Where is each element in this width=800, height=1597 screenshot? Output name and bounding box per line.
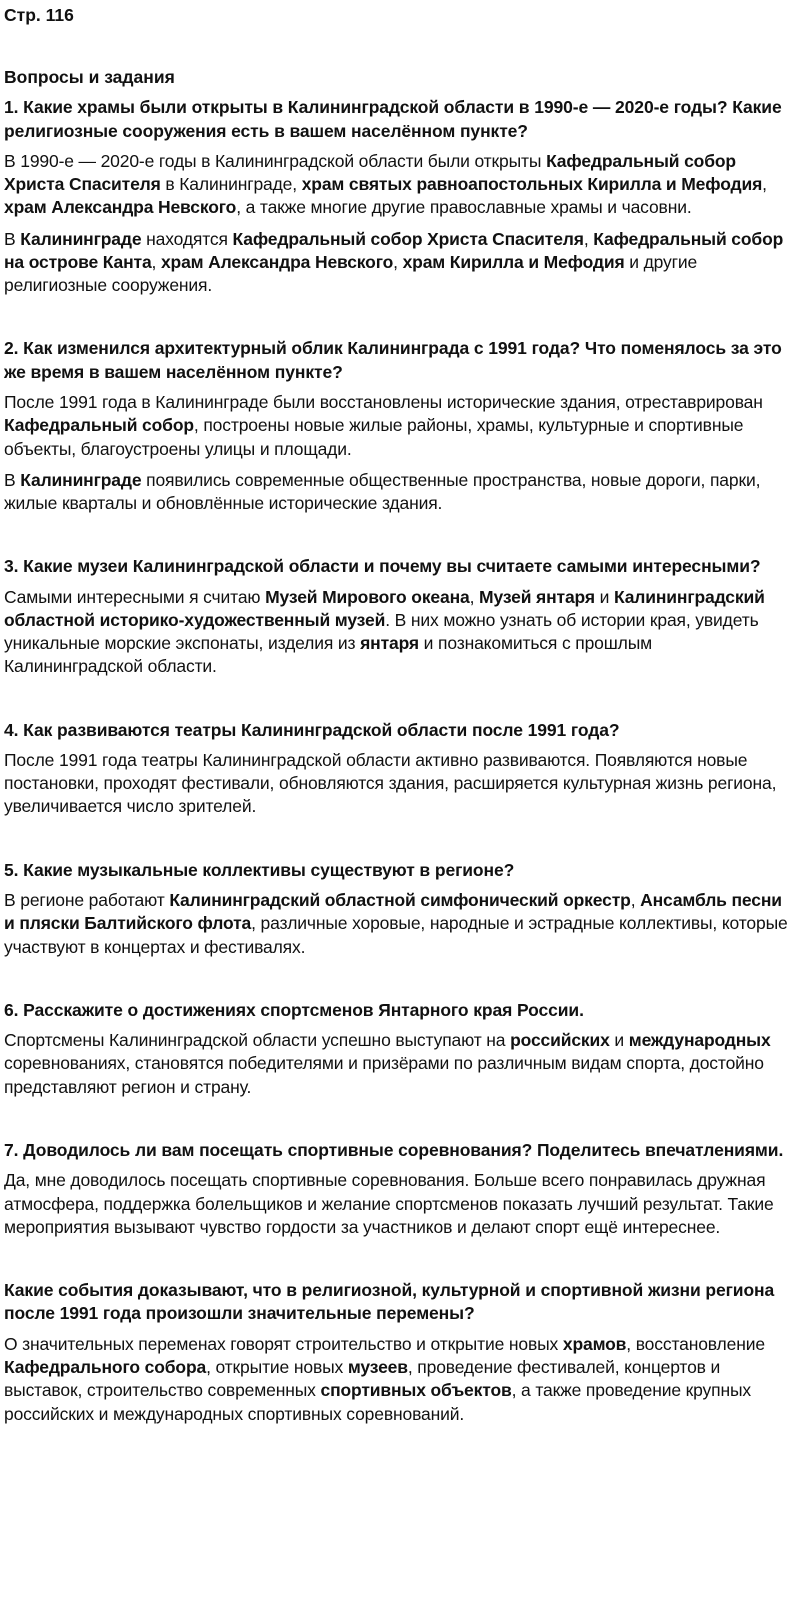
- answer-paragraph: [4, 469, 794, 515]
- text-run: После 1991 года театры Калининградской области активно развиваются. Появляются новые постановки, проходят фестивали, обновляются здания, расширяется культурная жизнь региона, увеличивается число зрителей.: [4, 750, 777, 817]
- answer-paragraph: [4, 228, 794, 298]
- bold-term: Калининградский областной историко-художественный музей: [4, 586, 765, 630]
- text-run: ,: [583, 228, 594, 249]
- text-run: и: [609, 1030, 629, 1051]
- bold-term: международных: [628, 1030, 771, 1051]
- text-run: , а также многие другие православные храмы и часовни.: [236, 197, 692, 218]
- qa-item: [4, 999, 794, 1099]
- text-run: появились современные общественные пространства, новые дороги, парки, жилые кварталы и обновлённые исторические здания.: [4, 469, 761, 514]
- bold-term: Кафедрального собора: [4, 1357, 207, 1378]
- text-run: и другие религиозные сооружения.: [4, 251, 698, 296]
- section-title: Вопросы и задания: [4, 67, 175, 87]
- text-run: Самыми интересными я считаю: [4, 586, 266, 607]
- answer-paragraph: [4, 586, 794, 679]
- text-run: ,: [762, 174, 767, 195]
- bold-term: Кафедральный собор Христа Спасителя: [4, 151, 736, 195]
- bold-term: российских: [510, 1030, 610, 1051]
- answer-paragraph: [4, 749, 794, 819]
- qa-item: [4, 719, 794, 819]
- text-run: , а также проведение крупных российских и международных спортивных соревнований.: [4, 1380, 752, 1424]
- bold-term: Кафедральный собор: [4, 415, 194, 436]
- question-heading: 4. Как развиваются театры Калининградской области после 1991 года?: [4, 719, 620, 740]
- text-run: , открытие новых: [206, 1357, 348, 1378]
- question-heading: Какие события доказывают, что в религиозной, культурной и спортивной жизни региона после 1991 года произошли значительные перемены?: [4, 1279, 775, 1324]
- text-run: ,: [393, 251, 403, 272]
- qa-item: [4, 1139, 794, 1239]
- page-number: Стр. 116: [4, 5, 74, 25]
- text-run: Спортсмены Калининградской области успешно выступают на: [4, 1030, 511, 1051]
- text-run: Да, мне доводилось посещать спортивные соревнования. Больше всего понравилась дружная атмосфера, поддержка болельщиков и желание спортсменов показать лучший результат. Такие мероприятия вызывают чувство гордости за участников и делают спорт ещё интереснее.: [4, 1170, 774, 1237]
- text-run: , восстановление: [626, 1333, 765, 1354]
- bold-term: храмов: [562, 1333, 627, 1354]
- qa-item: [4, 1279, 794, 1426]
- text-run: О значительных переменах говорят строительство и открытие новых: [4, 1333, 563, 1354]
- bold-term: Калининграде: [20, 469, 142, 490]
- answer-paragraph: [4, 1169, 794, 1239]
- bold-term: храм Кирилла и Мефодия: [402, 251, 625, 272]
- text-run: и: [594, 586, 614, 607]
- text-run: , проведение фестивалей, концертов и выставок, строительство современных: [4, 1357, 721, 1401]
- answer-paragraph: [4, 1333, 794, 1426]
- text-run: В 1990-е — 2020-е годы в Калининградской области были открыты: [4, 151, 547, 171]
- question-heading: 1. Какие храмы были открыты в Калининградской области в 1990-е — 2020-е годы? Какие религиозные сооружения есть в вашем населённом пункте?: [4, 97, 782, 141]
- text-run: ,: [469, 586, 480, 607]
- bold-term: Музей Мирового океана: [265, 586, 470, 607]
- qa-item: [4, 859, 794, 959]
- bold-term: Калининградский областной симфонический оркестр: [169, 890, 631, 911]
- question-heading: 3. Какие музеи Калининградской области и почему вы считаете самыми интересными?: [4, 556, 761, 577]
- bold-term: Кафедральный собор Христа Спасителя: [232, 228, 584, 249]
- text-run: В: [4, 228, 21, 249]
- bold-term: Музей янтаря: [479, 586, 595, 607]
- text-run: В: [4, 469, 21, 490]
- question-heading: 2. Как изменился архитектурный облик Калининграда с 1991 года? Что поменялось за это же время в вашем населённом пункте?: [4, 338, 782, 382]
- answer-paragraph: [4, 150, 794, 220]
- bold-term: музеев: [347, 1357, 408, 1378]
- qa-list: [4, 96, 794, 1434]
- bold-term: храм святых равноапостольных Кирилла и Мефодия: [301, 174, 763, 195]
- qa-item: [4, 555, 794, 678]
- text-run: соревнованиях, становятся победителями и призёрами по различным видам спорта, достойно представляют регион и страну.: [4, 1053, 764, 1097]
- text-run: В регионе работают: [4, 890, 170, 911]
- text-run: ,: [630, 890, 641, 911]
- bold-term: янтаря: [360, 633, 419, 654]
- question-heading: 6. Расскажите о достижениях спортсменов Янтарного края России.: [4, 999, 584, 1020]
- text-run: находятся: [141, 228, 233, 249]
- text-run: ,: [151, 251, 161, 272]
- qa-item: [4, 96, 794, 297]
- answer-paragraph: [4, 889, 794, 959]
- question-heading: 5. Какие музыкальные коллективы существуют в регионе?: [4, 859, 515, 880]
- bold-term: Кафедральный собор на острове Канта: [4, 228, 784, 272]
- text-run: и познакомиться с прошлым Калининградской области.: [4, 633, 653, 677]
- answer-paragraph: [4, 391, 794, 461]
- text-run: , различные хоровые, народные и эстрадные коллективы, которые участвуют в концертах и фестивалях.: [4, 913, 788, 957]
- bold-term: Калининграде: [20, 228, 142, 249]
- qa-item: [4, 337, 794, 515]
- bold-term: Ансамбль песни и пляски Балтийского флота: [4, 890, 782, 934]
- text-run: . В них можно узнать об истории края, увидеть уникальные морские экспонаты, изделия из: [4, 609, 759, 654]
- answer-paragraph: [4, 1029, 794, 1099]
- bold-term: спортивных объектов: [320, 1380, 512, 1401]
- text-run: в Калининграде,: [160, 174, 302, 195]
- bold-term: храм Александра Невского: [160, 251, 394, 272]
- text-run: , построены новые жилые районы, храмы, культурные и спортивные объекты, благоустроены улицы и площади.: [4, 415, 744, 459]
- bold-term: храм Александра Невского: [4, 197, 237, 218]
- text-run: После 1991 года в Калининграде были восстановлены исторические здания, отреставрирован: [4, 392, 763, 413]
- question-heading: 7. Доводилось ли вам посещать спортивные соревнования? Поделитесь впечатлениями.: [4, 1139, 784, 1160]
